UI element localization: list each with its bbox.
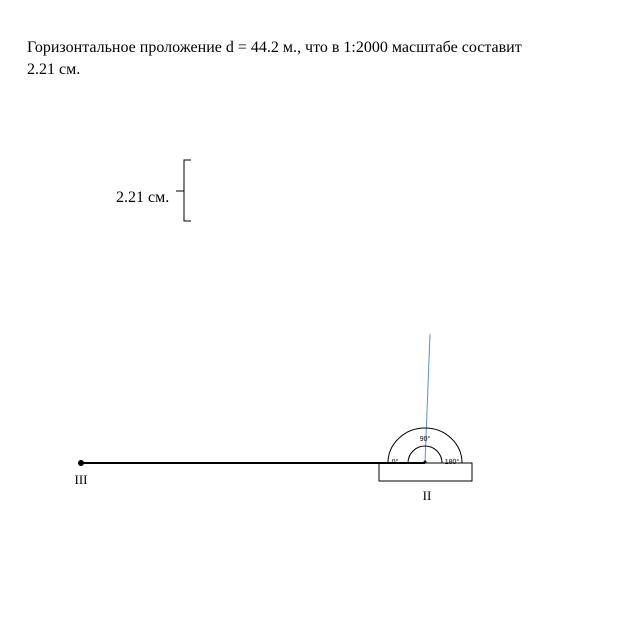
description-line-1: Горизонтальное проложение d = 44.2 м., что в 1:2000 масштабе составит [27, 39, 522, 56]
direction-line [425, 334, 430, 463]
point-label-iii: III [74, 472, 88, 487]
protractor-label-180: 180° [444, 459, 460, 466]
scale-bracket [176, 160, 191, 221]
protractor-center [424, 461, 427, 464]
protractor-label-90: 90° [419, 436, 431, 443]
point-label-ii: II [422, 488, 432, 503]
description-line-2: 2.21 см. [27, 61, 81, 78]
point-iii-marker [78, 460, 84, 466]
protractor-label-0: 0° [391, 459, 399, 466]
scale-bar-label: 2.21 см. [116, 189, 170, 206]
